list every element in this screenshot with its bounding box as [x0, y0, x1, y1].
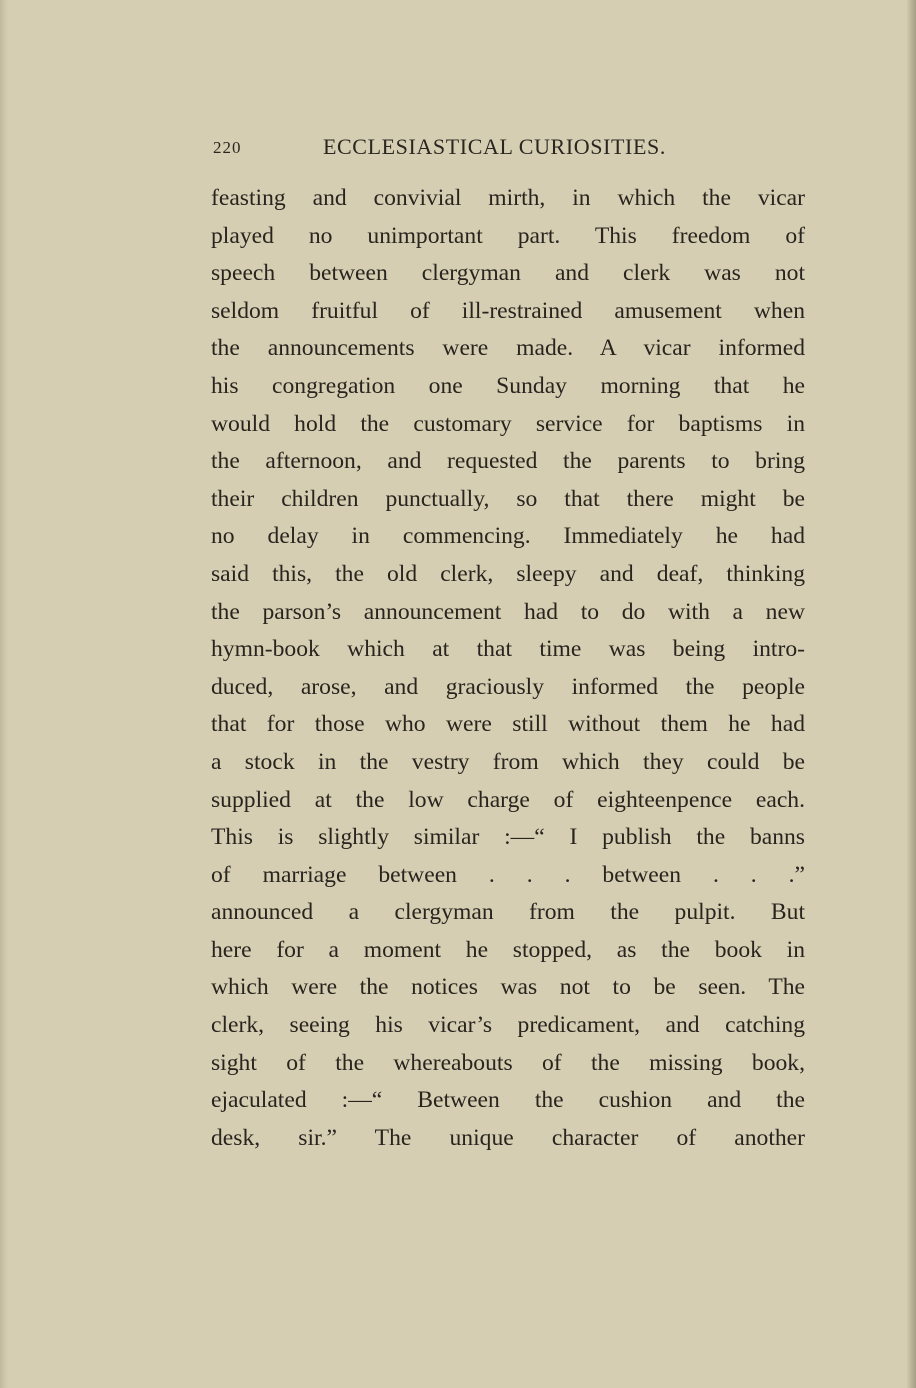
text-line: clerk, seeing his vicar’s predicament, and catching — [211, 1012, 805, 1039]
text-line: played no unimportant part. This freedom of — [211, 222, 805, 249]
text-line: sight of the whereabouts of the missing book, — [211, 1049, 805, 1076]
text-line: feasting and convivial mirth, in which the vicar — [211, 185, 805, 211]
text-line: the afternoon, and requested the parents to bring — [211, 448, 805, 475]
text-line: announced a clergyman from the pulpit. But — [211, 899, 805, 926]
text-line: said this, the old clerk, sleepy and deaf, thinking — [211, 560, 805, 587]
text-line: This is slightly similar :—“ I publish the banns — [211, 824, 805, 851]
text-line: the announcements were made. A vicar informed — [211, 335, 805, 362]
text-line: of marriage between . . . between . . .” — [211, 861, 805, 888]
text-line: which were the notices was not to be seen. The — [211, 974, 805, 1001]
text-line: no delay in commencing. Immediately he had — [211, 523, 805, 550]
text-line: that for those who were still without them he had — [211, 711, 805, 738]
text-line: the parson’s announcement had to do with a new — [211, 598, 805, 625]
text-line: a stock in the vestry from which they could be — [211, 748, 805, 775]
text-line: seldom fruitful of ill-restrained amusement when — [211, 297, 805, 324]
body-text — [211, 180, 805, 1157]
text-line: ejaculated :—“ Between the cushion and the — [211, 1087, 805, 1114]
text-line: here for a moment he stopped, as the book in — [211, 936, 805, 963]
page-edge-shadow-left — [0, 0, 8, 1388]
text-line: his congregation one Sunday morning that he — [211, 372, 805, 399]
text-line: supplied at the low charge of eighteenpence each. — [211, 786, 805, 813]
text-line: hymn-book which at that time was being intro- — [211, 636, 805, 663]
text-line: duced, arose, and graciously informed the people — [211, 673, 805, 700]
text-line: speech between clergyman and clerk was not — [211, 260, 805, 287]
page-number: 220 — [213, 138, 242, 157]
text-line: their children punctually, so that there might be — [211, 485, 805, 512]
text-line: desk, sir.” The unique character of another — [211, 1124, 805, 1151]
text-line: would hold the customary service for baptisms in — [211, 410, 805, 437]
running-title: ECCLESIASTICAL CURIOSITIES. — [323, 134, 666, 159]
running-head — [213, 134, 803, 164]
page-edge-shadow-right — [906, 0, 916, 1388]
